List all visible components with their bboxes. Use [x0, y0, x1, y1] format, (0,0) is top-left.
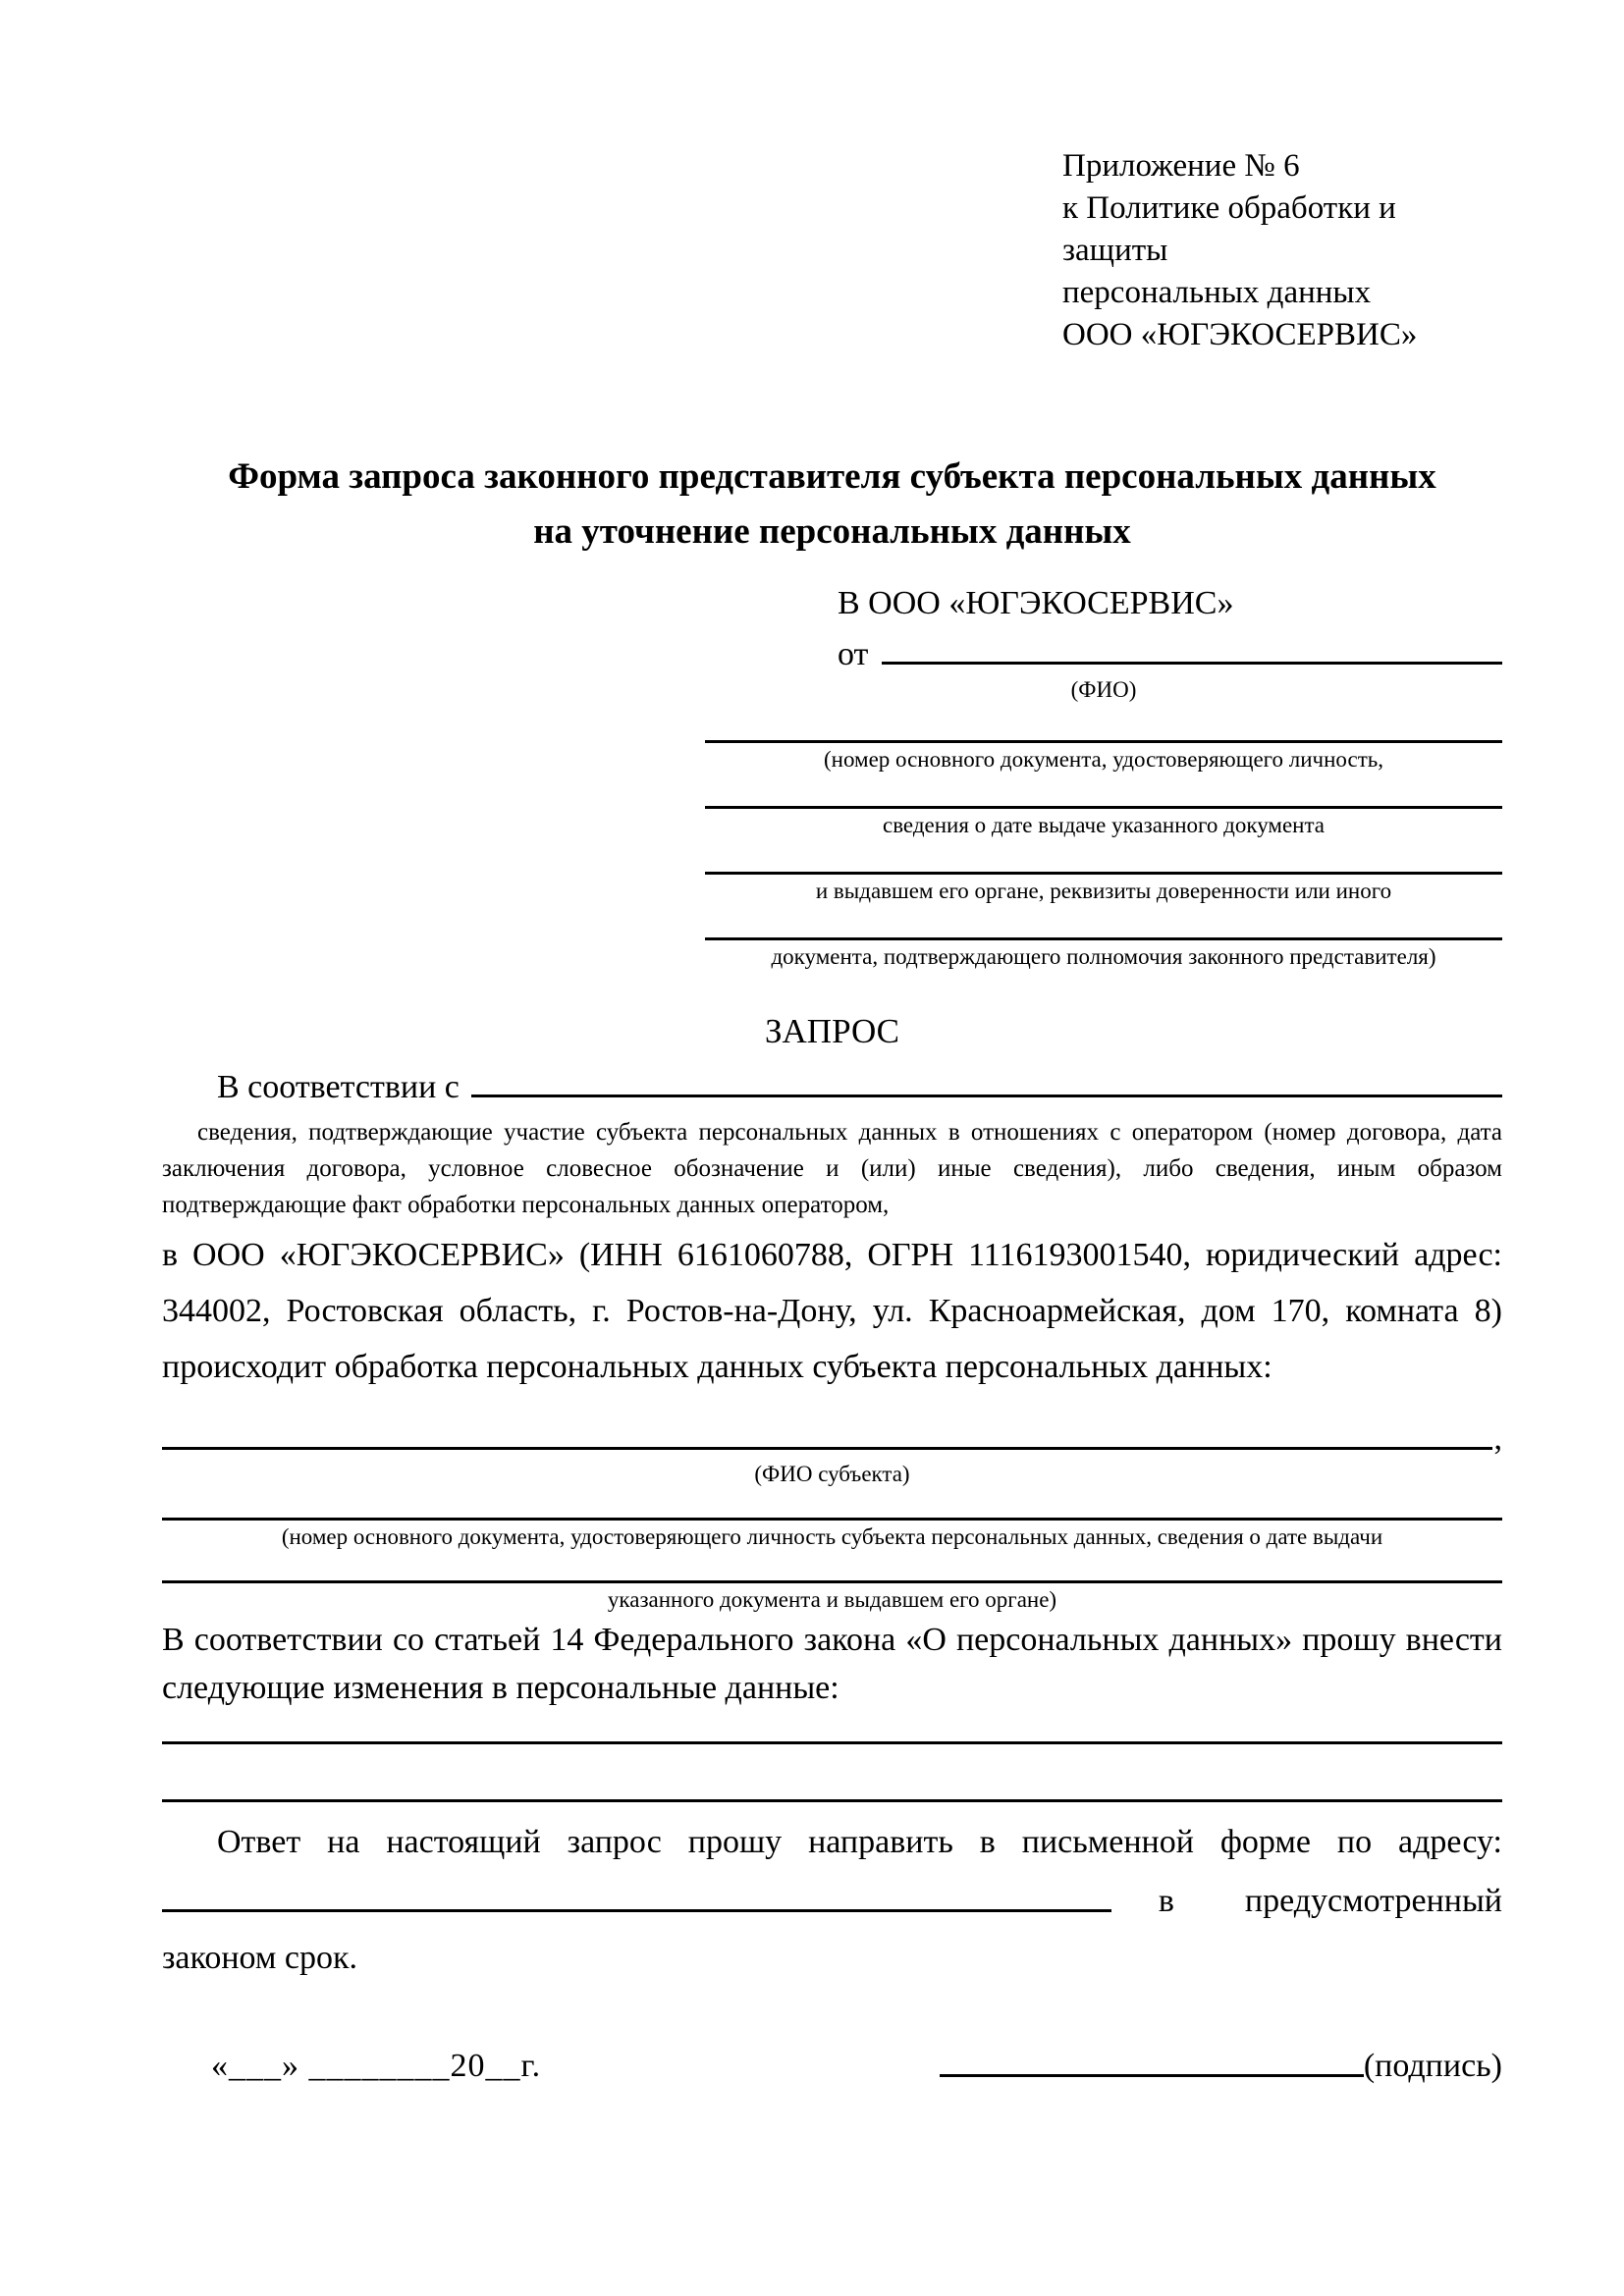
reply-word-v: в: [1158, 1883, 1174, 1920]
request-heading: ЗАПРОС: [764, 1011, 900, 1050]
page-title-line2: на уточнение персональных данных: [533, 511, 1131, 552]
reply-tail: законом срок.: [162, 1940, 357, 1977]
relation-field-line: [471, 1063, 1502, 1098]
doc-issuer-field-line: [705, 872, 1502, 875]
changes-field-line2: [162, 1799, 1502, 1802]
addressee-block: [705, 585, 1502, 971]
doc-date-caption: сведения о дате выдаче указанного документа: [882, 812, 1326, 837]
comma-mark: ,: [1493, 1420, 1502, 1458]
law-paragraph: В соответствии со статьей 14 Федерального закона «О персональных данных» прошу внести следующие изменения в персональные данные:: [162, 1622, 1502, 1707]
appendix-policy-line2: персональных данных: [1062, 275, 1372, 310]
subject-doc-field-line2: [162, 1580, 1502, 1583]
subject-doc-caption2: указанного документа и выдавшем его органе): [607, 1587, 1057, 1613]
addressee-to: В ООО «ЮГЭКОСЕРВИС»: [838, 585, 1234, 621]
doc-authority-caption: документа, подтверждающего полномочия законного представителя): [771, 943, 1436, 969]
subject-fio-caption: (ФИО субъекта): [754, 1462, 910, 1487]
reply-paragraph: Ответ на настоящий запрос прошу направить в письменной форме по адресу:: [217, 1824, 1502, 1861]
subject-fio-row: [162, 1420, 1502, 1458]
doc-date-field-line: [705, 806, 1502, 809]
appendix-policy-line: к Политике обработки и защиты: [1062, 190, 1396, 268]
appendix-number: Приложение № 6: [1062, 148, 1300, 184]
subject-doc-field-line: [162, 1518, 1502, 1521]
subject-doc-caption1: (номер основного документа, удостоверяющего личность субъекта персональных данных, сведения о дате выдачи: [281, 1524, 1383, 1550]
doc-issuer-caption: и выдавшем его органе, реквизиты доверенности или иного: [815, 878, 1392, 903]
from-label: от: [838, 635, 869, 672]
doc-number-field-line: [705, 740, 1502, 743]
date-signature-row: [162, 2048, 1502, 2085]
subject-fio-field-line: [162, 1447, 1492, 1450]
signature-field-line: [940, 2074, 1364, 2077]
fio-caption: (ФИО): [1070, 676, 1137, 702]
page-title-line1: Форма запроса законного представителя субъекта персональных данных: [228, 456, 1436, 497]
reply-address-row: [162, 1883, 1502, 1920]
signature-block: [940, 2048, 1502, 2085]
from-row: [705, 629, 1502, 673]
doc-number-caption: (номер основного документа, удостоверяющего личность,: [823, 746, 1383, 772]
relation-footnote: сведения, подтверждающие участие субъекта персональных данных в отношениях с оператором (номер договора, дата заключения договора, условное словесное обозначение и (или) иные сведения), либо сведения, иным образом подтверждающие факт обработки персональных данных оператором,: [162, 1119, 1502, 1219]
reply-address-field-line: [162, 1909, 1111, 1912]
appendix-header: [1062, 145, 1502, 356]
intro-label: В соответствии с: [217, 1069, 460, 1106]
page-title: [162, 450, 1502, 560]
changes-field-line1: [162, 1741, 1502, 1744]
doc-authority-field-line: [705, 937, 1502, 940]
signature-caption: (подпись): [1363, 2048, 1502, 2085]
company-name: ООО «ЮГЭКОСЕРВИС»: [1062, 317, 1418, 352]
date-line: «___» ________20__г.: [211, 2048, 542, 2085]
operator-paragraph: в ООО «ЮГЭКОСЕРВИС» (ИНН 6161060788, ОГРН 1116193001540, юридический адрес: 344002, Ростовская область, г. Ростов-на-Дону, ул. Красноармейская, дом 170, комната 8) происходит обработка персональных данных субъекта персональных данных:: [162, 1237, 1502, 1386]
from-fio-field-line: [882, 629, 1502, 665]
intro-row: [162, 1063, 1502, 1107]
reply-word-predusmotrenny: предусмотренный: [1244, 1883, 1502, 1920]
